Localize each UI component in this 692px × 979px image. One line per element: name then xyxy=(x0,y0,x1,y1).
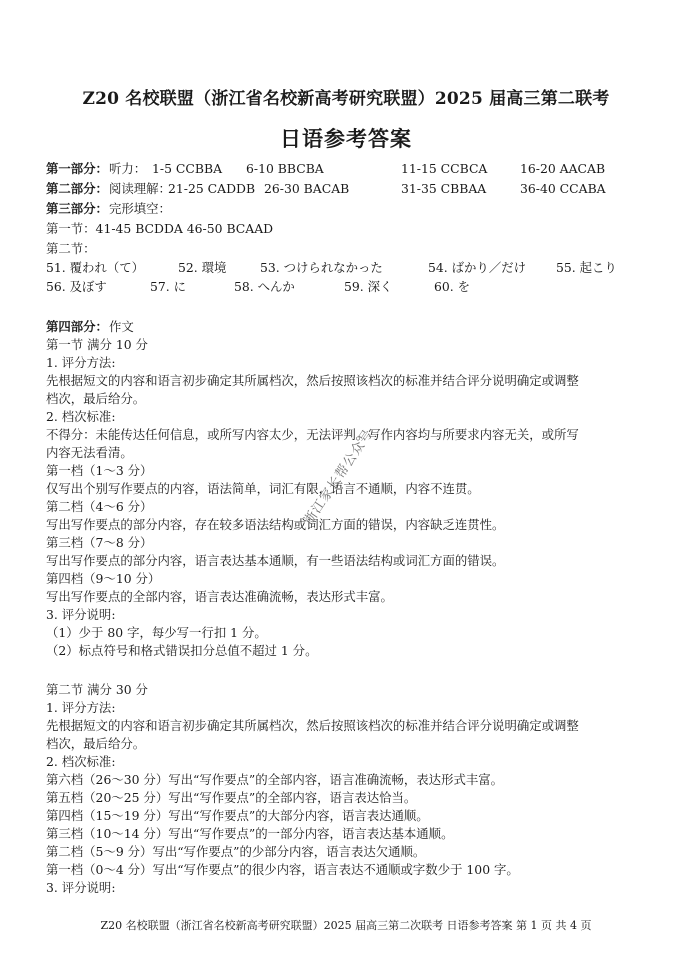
blank-55: 55. 起こり xyxy=(556,260,617,275)
blank-57: 57. に xyxy=(150,279,187,294)
s2-method-title: 1. 评分方法: xyxy=(46,700,116,715)
s2-grade2: 第二档（5～9 分）写出“写作要点”的少部分内容，语言表达欠通顺。 xyxy=(46,844,426,859)
watermark: 浙江家长帮公众号 xyxy=(301,426,377,528)
s1-title: 第一节 满分 10 分 xyxy=(46,337,148,352)
part1-answer-3: 11-15 CCBCA xyxy=(401,161,488,176)
s1-grade4-title: 第四档（9～10 分） xyxy=(46,571,161,586)
s1-method-line2: 档次，最后给分。 xyxy=(46,391,146,406)
s2-notes-title: 3. 评分说明: xyxy=(46,880,116,895)
part3-text: 完形填空： xyxy=(109,201,171,216)
page-footer: Z20 名校联盟（浙江省名校新高考研究联盟）2025 届高三第二次联考 日语参考答案 第 1 页 共 4 页 xyxy=(100,919,592,932)
s2-grade6: 第六档（26～30 分）写出“写作要点”的全部内容，语言准确流畅，表达形式丰富。 xyxy=(46,772,504,787)
part2-answer-4: 36-40 CCABA xyxy=(520,181,606,196)
part1-answer-1: 1-5 CCBBA xyxy=(152,161,223,176)
blank-53: 53. つけられなかった xyxy=(260,260,383,275)
part3-section2-title: 第二节： xyxy=(46,241,96,256)
s2-method-line1: 先根据短文的内容和语言初步确定其所属档次，然后按照该档次的标准并结合评分说明确定或调整 xyxy=(46,718,579,733)
s2-grade1: 第一档（0～4 分）写出“写作要点”的很少内容，语言表达不通顺或字数少于 100 字。 xyxy=(46,862,519,877)
s1-note-1: （1）少于 80 字，每少写一行扣 1 分。 xyxy=(46,625,267,640)
s1-grade3-title: 第三档（7～8 分） xyxy=(46,535,153,550)
part1-answer-4: 16-20 AACAB xyxy=(520,161,606,176)
blank-54: 54. ばかり／だけ xyxy=(428,260,526,275)
part4-label: 第四部分： xyxy=(46,319,108,334)
s1-grade2-text: 写出写作要点的部分内容，存在较多语法结构或词汇方面的错误，内容缺乏连贯性。 xyxy=(46,517,505,532)
s1-zero-line2: 内容无法看清。 xyxy=(46,445,133,460)
s1-method-title: 1. 评分方法: xyxy=(46,355,116,370)
blank-51: 51. 覆われ（て） xyxy=(46,260,144,275)
part2-answer-3: 31-35 CBBAA xyxy=(401,181,487,196)
blank-59: 59. 深く xyxy=(344,279,393,294)
s1-note-2: （2）标点符号和格式错误扣分总值不超过 1 分。 xyxy=(46,643,318,658)
part1-answer-2: 6-10 BBCBA xyxy=(246,161,324,176)
part4-text: 作文 xyxy=(109,319,134,334)
s1-standard-title: 2. 档次标准: xyxy=(46,409,116,424)
blank-52: 52. 環境 xyxy=(178,260,227,275)
s1-grade1-text: 仅写出个别写作要点的内容，语法简单，词汇有限，语言不通顺，内容不连贯。 xyxy=(46,481,480,496)
s2-method-line2: 档次，最后给分。 xyxy=(46,736,146,751)
s1-grade3-text: 写出写作要点的部分内容，语言表达基本通顺，有一些语法结构或词汇方面的错误。 xyxy=(46,553,505,568)
s1-notes-title: 3. 评分说明: xyxy=(46,607,116,622)
document-subtitle: 日语参考答案 xyxy=(280,126,412,151)
part3-section1: 第一节：41-45 BCDDA 46-50 BCAAD xyxy=(46,221,274,236)
part2-answer-1: 21-25 CADDB xyxy=(168,181,256,196)
s2-title: 第二节 满分 30 分 xyxy=(46,682,148,697)
part1-text: 听力： xyxy=(109,161,147,176)
part2-label: 第二部分： xyxy=(46,181,108,196)
s1-grade4-text: 写出写作要点的全部内容，语言表达准确流畅，表达形式丰富。 xyxy=(46,589,393,604)
s1-grade2-title: 第二档（4～6 分） xyxy=(46,499,153,514)
s2-standard-title: 2. 档次标准: xyxy=(46,754,116,769)
s1-grade1-title: 第一档（1～3 分） xyxy=(46,463,153,478)
blank-56: 56. 及ぼす xyxy=(46,279,107,294)
blank-60: 60. を xyxy=(434,279,471,294)
s2-grade5: 第五档（20～25 分）写出“写作要点”的全部内容，语言表达恰当。 xyxy=(46,790,417,805)
blank-58: 58. へんか xyxy=(234,279,295,294)
s2-grade4: 第四档（15～19 分）写出“写作要点”的大部分内容，语言表达通顺。 xyxy=(46,808,429,823)
part3-label: 第三部分： xyxy=(46,201,108,216)
part1-label: 第一部分： xyxy=(46,161,108,176)
s2-grade3: 第三档（10～14 分）写出“写作要点”的一部分内容，语言表达基本通顺。 xyxy=(46,826,454,841)
document-title: Z20 名校联盟（浙江省名校新高考研究联盟）2025 届高三第二联考 xyxy=(82,89,610,109)
part2-text: 阅读理解： xyxy=(109,181,171,196)
part2-answer-2: 26-30 BACAB xyxy=(264,181,350,196)
s1-method-line1: 先根据短文的内容和语言初步确定其所属档次，然后按照该档次的标准并结合评分说明确定或调整 xyxy=(46,373,579,388)
s1-zero-line1: 不得分：未能传达任何信息，或所写内容太少，无法评判。写作内容均与所要求内容无关，或所写 xyxy=(46,427,579,442)
